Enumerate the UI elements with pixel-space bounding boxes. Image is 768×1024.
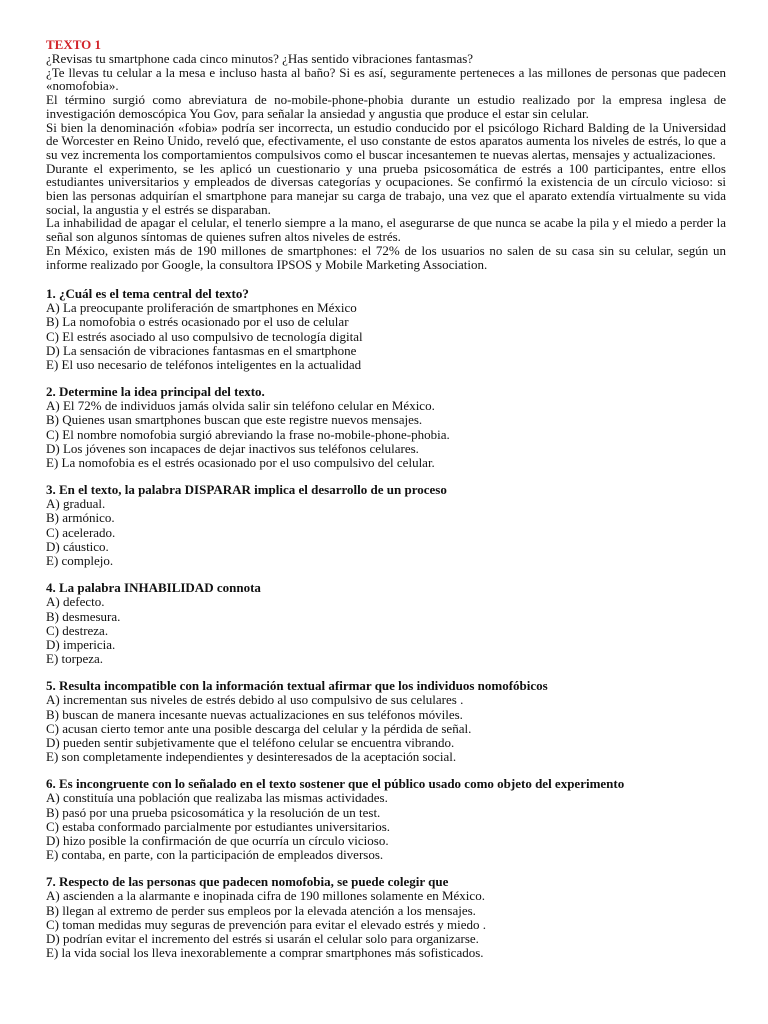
answer-option: A) La preocupante proliferación de smartphones en México	[46, 300, 357, 316]
answer-option: A) incrementan sus niveles de estrés debido al uso compulsivo de sus celulares .	[46, 692, 464, 708]
answer-option: B) buscan de manera incesante nuevas actualizaciones en sus teléfonos móviles.	[46, 706, 463, 722]
question-header: 7. Respecto de las personas que padecen nomofobia, se puede colegir que	[46, 874, 449, 890]
answer-option: C) toman medidas muy seguras de prevención para evitar el elevado estrés y miedo .	[46, 916, 487, 932]
question-2	[46, 385, 726, 470]
answer-option: E) son completamente independientes y desinteresados de la aceptación social.	[46, 749, 457, 765]
answer-option: D) Los jóvenes son incapaces de dejar inactivos sus teléfonos celulares.	[46, 440, 419, 456]
document-title: TEXTO 1	[46, 37, 102, 52]
question-header: 4. La palabra INHABILIDAD connota	[46, 580, 261, 596]
passage-paragraph: En México, existen más de 190 millones de smartphones: el 72% de los usuarios no salen de su casa sin su celular, según un informe realizado por Google, la consultora IPSOS y Mobile Marketing Association.	[46, 242, 726, 272]
passage-paragraph: Si bien la denominación «fobia» podría ser incorrecta, un estudio conducido por el psicólogo Richard Balding de la Universidad de Worcester en Reino Unido, reveló que, efectivamente, el uso constante de estos aparatos aumenta los niveles de estrés, lo que a su vez incrementa los comportamientos compulsivos como el buscar incesantemen te nuevas alertas, mensajes y actualizaciones.	[46, 119, 726, 162]
answer-option: B) pasó por una prueba psicosomática y la resolución de un test.	[46, 804, 381, 820]
question-header: 6. Es incongruente con lo señalado en el texto sostener que el público usado como objeto del experimento	[46, 776, 625, 792]
answer-option: D) cáustico.	[46, 538, 109, 554]
answer-option: E) complejo.	[46, 553, 114, 569]
answer-option: E) contaba, en parte, con la participación de empleados diversos.	[46, 847, 384, 863]
question-header: 2. Determine la idea principal del texto.	[46, 384, 265, 400]
document-page	[46, 38, 726, 973]
answer-option: D) pueden sentir subjetivamente que el teléfono celular se encuentra vibrando.	[46, 734, 455, 750]
answer-option: E) La nomofobia es el estrés ocasionado por el uso compulsivo del celular.	[46, 455, 435, 471]
question-1	[46, 287, 726, 372]
answer-option: B) desmesura.	[46, 608, 121, 624]
answer-option: C) acelerado.	[46, 524, 116, 540]
passage-paragraph: ¿Te llevas tu celular a la mesa e incluso hasta al baño? Si es así, seguramente perteneces a las millones de personas que padecen «nomofobia».	[46, 64, 726, 94]
answer-option: C) destreza.	[46, 622, 109, 638]
answer-option: D) podrían evitar el incremento del estrés si usarán el celular solo para organizarse.	[46, 930, 479, 946]
answer-option: C) El estrés asociado al uso compulsivo de tecnología digital	[46, 328, 363, 344]
answer-option: B) La nomofobia o estrés ocasionado por el uso de celular	[46, 314, 349, 330]
passage-paragraph: La inhabilidad de apagar el celular, el tenerlo siempre a la mano, el asegurarse de que nunca se acabe la pila y el miedo a perder la señal son algunos síntomas de quienes sufren altos niveles de estrés.	[46, 215, 726, 245]
reading-passage	[46, 38, 726, 271]
question-header: 3. En el texto, la palabra DISPARAR implica el desarrollo de un proceso	[46, 482, 447, 498]
passage-paragraph: El término surgió como abreviatura de no-mobile-phone-phobia durante un estudio realizado por la empresa inglesa de investigación demoscópica You Gov, para señalar la ansiedad y angustia que produce el estar sin celular.	[46, 92, 726, 121]
answer-option: B) llegan al extremo de perder sus empleos por la elevada atención a los mensajes.	[46, 902, 476, 918]
question-4	[46, 581, 726, 666]
question-header: 1. ¿Cuál es el tema central del texto?	[46, 286, 249, 302]
question-7	[46, 875, 726, 960]
answer-option: E) El uso necesario de teléfonos inteligentes en la actualidad	[46, 357, 362, 373]
question-header: 5. Resulta incompatible con la información textual afirmar que los individuos nomofóbicos	[46, 678, 548, 694]
question-3	[46, 483, 726, 568]
answer-option: A) constituía una población que realizaba las mismas actividades.	[46, 790, 388, 806]
answer-option: D) impericia.	[46, 636, 116, 652]
answer-option: A) El 72% de individuos jamás olvida salir sin teléfono celular en México.	[46, 398, 435, 414]
passage-paragraph: Durante el experimento, se les aplicó un cuestionario y una prueba psicosomática de estrés a 100 participantes, entre ellos estudiantes universitarios y empleados de diversas categorías y ocupaciones. Se confirmó la existencia de un círculo vicioso: si bien las personas adquirían el smartphone para manejar su carga de trabajo, una vez que el aparato extendía virtualmente su vida social, la angustia y el estrés se disparaban.	[46, 160, 726, 217]
answer-option: B) Quienes usan smartphones buscan que este registre nuevos mensajes.	[46, 412, 423, 428]
answer-option: D) hizo posible la confirmación de que ocurría un círculo vicioso.	[46, 832, 389, 848]
answer-option: E) torpeza.	[46, 651, 104, 667]
answer-option: A) gradual.	[46, 496, 106, 512]
answer-option: E) la vida social los lleva inexorablemente a comprar smartphones más sofisticados.	[46, 945, 484, 961]
answer-option: B) armónico.	[46, 510, 115, 526]
question-6	[46, 777, 726, 862]
answer-option: A) ascienden a la alarmante e inopinada cifra de 190 millones solamente en México.	[46, 888, 485, 904]
answer-option: D) La sensación de vibraciones fantasmas en el smartphone	[46, 342, 357, 358]
answer-option: C) acusan cierto temor ante una posible descarga del celular y la pérdida de señal.	[46, 720, 472, 736]
question-list	[46, 287, 726, 960]
answer-option: C) El nombre nomofobia surgió abreviando la frase no-mobile-phone-phobia.	[46, 426, 450, 442]
answer-option: A) defecto.	[46, 594, 105, 610]
passage-paragraph: ¿Revisas tu smartphone cada cinco minutos? ¿Has sentido vibraciones fantasmas?	[46, 51, 474, 66]
question-5	[46, 679, 726, 764]
answer-option: C) estaba conformado parcialmente por estudiantes universitarios.	[46, 818, 391, 834]
